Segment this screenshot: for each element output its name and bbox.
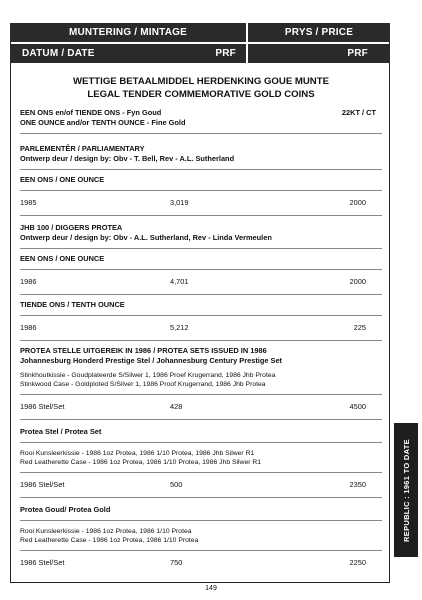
- set-description: Rooi Kunsleerkissie - 1986 1oz Protea, 1986 1/10 Protea, 1986 Jhb Silwer R1: [20, 450, 255, 457]
- row-date: 1986 Stel/Set: [20, 402, 65, 411]
- page-number: 149: [205, 585, 217, 592]
- section-subtitle-prestige-set: Johannesburg Honderd Prestige Stel / Johannesburg Century Prestige Set: [20, 356, 283, 365]
- row-mintage: 750: [170, 558, 183, 567]
- table-row: [20, 480, 382, 490]
- prf-header-right: PRF: [248, 44, 390, 63]
- header-row-top: [10, 23, 390, 42]
- row-date: 1986 Stel/Set: [20, 558, 65, 567]
- karat-label: 22KT / CT: [341, 108, 376, 117]
- set-description: Stinkhoutkissie - Goudplateerde S/Silwer 1, 1986 Proef Krugerrand, 1986 Jhb Protea: [20, 372, 276, 379]
- set-description: Stinkwood Case - Goldploted S/Silver 1, 1986 Proof Krugerrand, 1986 Jhb Protea: [20, 381, 266, 388]
- designer-line-parliamentary: Ontwerp deur / design by: Obv - T. Bell, Rev - A.L. Sutherland: [20, 154, 235, 163]
- price-header: PRYS / PRICE: [248, 23, 390, 42]
- row-price: 2350: [349, 480, 366, 489]
- content: [20, 76, 382, 568]
- set-description: Rooi Kunsleerkissie - 1986 1oz Protea, 1986 1/10 Protea: [20, 528, 192, 535]
- page-title-line-2: LEGAL TENDER COMMEMORATIVE GOLD COINS: [87, 88, 315, 100]
- subsection-tenth-ounce: TIENDE ONS / TENTH OUNCE: [20, 300, 125, 309]
- row-date: 1986: [20, 277, 37, 286]
- table-row: [20, 323, 382, 333]
- section-title-protea-sets: PROTEA STELLE UITGEREIK IN 1986 / PROTEA SETS ISSUED IN 1986: [20, 346, 267, 355]
- row-price: 4500: [349, 402, 366, 411]
- date-header-cell: [10, 44, 248, 63]
- row-mintage: 428: [170, 402, 183, 411]
- row-mintage: 500: [170, 480, 183, 489]
- row-date: 1986 Stel/Set: [20, 480, 65, 489]
- header-row-bottom: [10, 44, 390, 63]
- section-title-protea-set: Protea Stel / Protea Set: [20, 427, 102, 436]
- table-row: [20, 277, 382, 287]
- row-date: 1985: [20, 198, 37, 207]
- row-price: 2000: [349, 277, 366, 286]
- row-price: 2250: [349, 558, 366, 567]
- designer-line-jhb: Ontwerp deur / design by: Obv - A.L. Sutherland, Rev - Linda Vermeulen: [20, 233, 272, 242]
- table-row: [20, 402, 382, 412]
- table-row: [20, 198, 382, 208]
- row-price: 2000: [349, 198, 366, 207]
- side-tab-republic: [394, 423, 418, 557]
- subsection-one-ounce: EEN ONS / ONE OUNCE: [20, 175, 105, 184]
- row-date: 1986: [20, 323, 37, 332]
- row-mintage: 4,701: [170, 277, 189, 286]
- row-mintage: 5,212: [170, 323, 189, 332]
- page-title-line-1: WETTIGE BETAALMIDDEL HERDENKING GOUE MUNTE: [72, 76, 329, 87]
- section-title-protea-gold: Protea Goud/ Protea Gold: [20, 505, 111, 514]
- table-row: [20, 558, 382, 568]
- row-price: 225: [353, 323, 366, 332]
- subsection-one-ounce: EEN ONS / ONE OUNCE: [20, 254, 105, 263]
- intro-line-1: EEN ONS en/of TIENDE ONS - Fyn Goud: [20, 108, 162, 117]
- prf-header-left: PRF: [215, 48, 236, 59]
- date-header: DATUM / DATE: [22, 48, 95, 59]
- row-mintage: 3,019: [170, 198, 189, 207]
- set-description: Red Leatherette Case - 1986 1oz Protea, 1986 1/10 Protea, 1986 Jhb Silwer R1: [20, 459, 262, 466]
- mintage-header: MUNTERING / MINTAGE: [10, 23, 248, 42]
- intro-line-2: ONE OUNCE and/or TENTH OUNCE - Fine Gold: [20, 118, 186, 127]
- set-description: Red Leatherette Case - 1986 1oz Protea, 1986 1/10 Protea: [20, 537, 199, 544]
- section-title-jhb: JHB 100 / DIGGERS PROTEA: [20, 223, 123, 232]
- section-title-parliamentary: PARLEMENTÊR / PARLIAMENTARY: [20, 144, 145, 153]
- side-tab-label: REPUBLIC : 1961 TO DATE: [401, 438, 411, 542]
